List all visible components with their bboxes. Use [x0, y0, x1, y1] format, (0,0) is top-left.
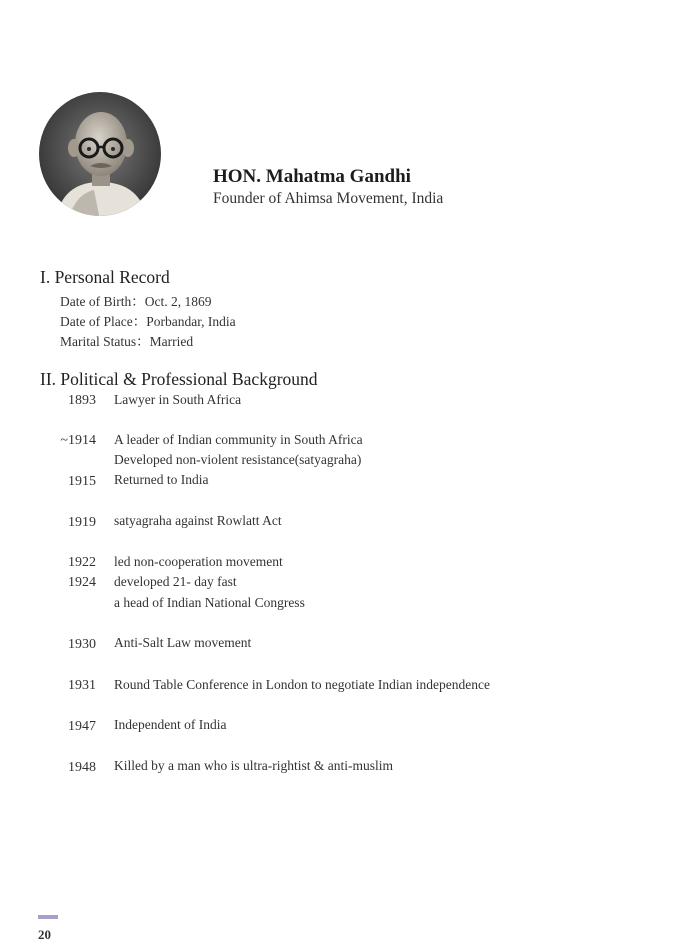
timeline-year: 1930	[68, 637, 96, 652]
timeline-year: 1947	[68, 719, 96, 734]
timeline-event: Independent of India	[114, 717, 227, 732]
timeline-year: 1948	[68, 760, 96, 775]
page-number: 20	[38, 927, 51, 942]
person-name: HON. Mahatma Gandhi	[213, 166, 411, 187]
timeline-event: a head of Indian National Congress	[114, 595, 305, 610]
timeline-event: Anti-Salt Law movement	[114, 635, 252, 650]
person-title: Founder of Ahimsa Movement, India	[213, 190, 444, 207]
timeline-event: Lawyer in South Africa	[114, 392, 242, 407]
timeline-event: satyagraha against Rowlatt Act	[114, 513, 282, 528]
portrait-photo	[38, 92, 162, 220]
page-marker	[38, 915, 58, 919]
timeline-event: Returned to India	[114, 472, 209, 487]
timeline-event: A leader of Indian community in South Africa	[114, 432, 363, 447]
timeline-event: Round Table Conference in London to negotiate Indian independence	[114, 677, 490, 692]
timeline-event: developed 21- day fast	[114, 574, 237, 589]
timeline-event: Killed by a man who is ultra-rightist & anti-muslim	[114, 758, 393, 773]
personal-record-heading: I. Personal Record	[40, 267, 170, 287]
marital-status: Marital Status：Married	[60, 334, 194, 349]
timeline-event: led non-cooperation movement	[114, 554, 283, 569]
timeline-year: 1931	[68, 678, 96, 693]
date-of-birth: Date of Birth：Oct. 2, 1869	[60, 294, 212, 309]
timeline-year: 1893	[68, 393, 96, 408]
background-heading: II. Political & Professional Background	[40, 369, 318, 389]
timeline-year: 1915	[68, 474, 96, 489]
date-of-place: Date of Place：Porbandar, India	[60, 314, 236, 329]
timeline-event: Developed non-violent resistance(satyagraha)	[114, 452, 362, 467]
timeline-year: ~1914	[60, 433, 96, 448]
timeline-year: 1924	[68, 575, 96, 590]
timeline-year: 1922	[68, 555, 96, 570]
timeline-year: 1919	[68, 515, 96, 530]
